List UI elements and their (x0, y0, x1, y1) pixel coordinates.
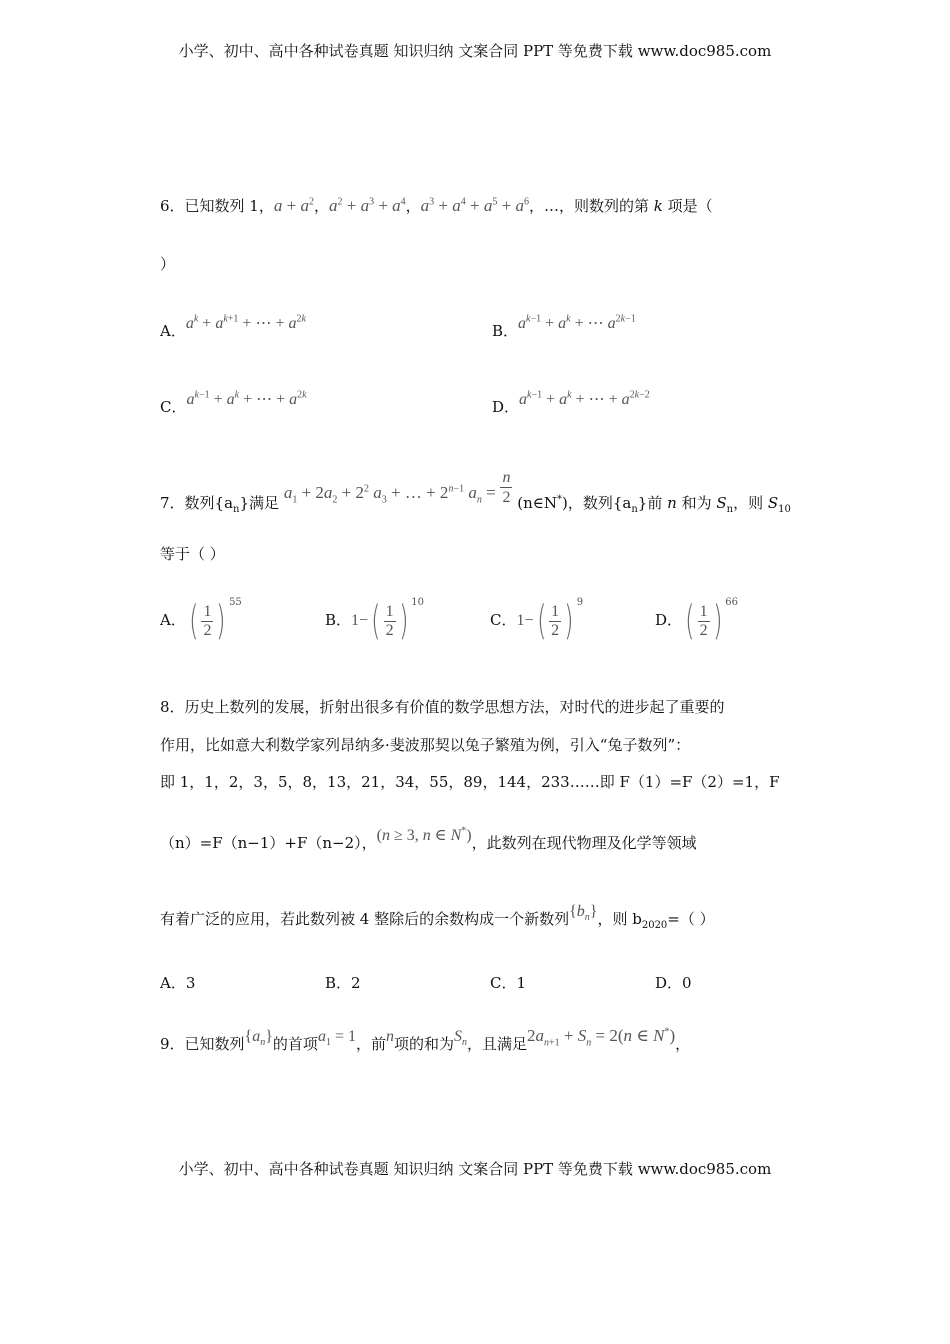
q8-option-c[interactable]: C．1 (490, 974, 527, 992)
q7-line2: 等于（ ） (160, 545, 225, 563)
q6-d-expr: $a^{k-1} + a^k$ + ⋯ + $a^{2k-2}$ (519, 389, 650, 408)
q8-line5c: =（ ） (667, 910, 715, 928)
q7-after5: ，则 (733, 493, 764, 512)
q6-prefix: 6．已知数列 1， (160, 197, 274, 215)
q6-term2: $a + a^2$ (273, 196, 314, 215)
q8-line4a: （n）=F（n−1）+F（n−2）， (160, 834, 377, 853)
q7-S10: S (767, 493, 779, 512)
q7-d-label: D． (655, 611, 683, 629)
page-header: 小学、初中、高中各种试卷真题 知识归纳 文案合同 PPT 等免费下载 www.doc985.com (178, 42, 772, 60)
q6-term3: $a^2 + a^3 + a^4$ (328, 196, 406, 215)
q8-line5 (160, 902, 715, 931)
q9-prefix: 9．已知数列 (160, 1035, 245, 1053)
q6-term4: $a^3 + a^4 + a^5 + a^6$ (420, 196, 529, 215)
q9-mid1: 的首项 (272, 1035, 318, 1053)
q7-a-frac: $\frac{1}{2}$ (203, 602, 212, 639)
q6-a-label: A． (160, 322, 186, 340)
q8-line5b: ，则 b (597, 910, 642, 928)
q7-b-label: B． (325, 611, 352, 629)
q9-a1: $a_1 = 1$ (317, 1028, 356, 1049)
q6-suffix: ，…，则数列的第 (528, 197, 649, 215)
q7-after3: }前 (637, 493, 663, 512)
q9-an: $\{a_n\}$ (244, 1028, 273, 1049)
q6-option-c[interactable] (160, 388, 307, 416)
q6-c-label: C． (160, 398, 187, 416)
q6-option-a[interactable] (160, 312, 306, 340)
q8-option-b[interactable]: B．2 (325, 974, 361, 992)
q6-b-label: B． (492, 322, 519, 340)
q6-option-d[interactable] (492, 388, 650, 416)
q9-mid4: ，且满足 (467, 1035, 528, 1053)
q7-S: S (716, 493, 727, 512)
q6-d-label: D． (492, 398, 520, 416)
q7-b-frac: $\frac{1}{2}$ (385, 602, 394, 639)
q8-line2: 作用，比如意大利数学家列昂纳多·斐波那契以兔子繁殖为例，引入“兔子数列”： (160, 736, 691, 754)
q8-line4 (160, 826, 697, 853)
q7-a-label: A． (160, 611, 186, 629)
q7-n: n (667, 493, 677, 512)
q6-close: ） (160, 255, 176, 273)
q7-prefix: 7．数列{a (160, 493, 234, 512)
q7-fraction: $\frac{n}{2}$ (502, 469, 511, 507)
q6-c-expr: $a^{k-1} + a^k$ + ⋯ + $a^{2k}$ (186, 389, 307, 408)
q7-after2: )，数列{a (561, 493, 632, 512)
q7-c-frac: $\frac{1}{2}$ (551, 602, 560, 639)
q8-option-d[interactable]: D．0 (655, 974, 692, 992)
q7-mid: }满足 (239, 493, 280, 512)
q8-option-a[interactable]: A．3 (160, 974, 196, 992)
question-9 (160, 1026, 691, 1053)
q9-mid2: ，前 (355, 1035, 386, 1053)
q9-end: ， (675, 1035, 691, 1053)
q8-bn: $\{b_n\}$ (569, 903, 598, 924)
q7-equation-lhs: $a_1 + 2a_2 + 2^2$ $a_3$ + … + $2^{n-1}$ $a_n$ = (283, 482, 496, 506)
q7-option-c[interactable]: C．1−( $\frac{1}{2}$ ) $^9$ (490, 597, 584, 644)
q6-k: k (653, 197, 663, 215)
q8-condition: (n ≥ 3, n ∈ N*) (376, 826, 472, 845)
q8-line3: 即 1，1，2，3，5，8，13，21，34，55，89，144，233……即 F（1）=F（2）=1，F (160, 773, 780, 791)
question-7: 7．数列$\{a_n\}$满足 $a_1 + 2a_2 + 2^2$ $a_3$ + … + $2^{n-1}$ $a_n$ = $\frac{n}{2}$ (n∈N*)，数列$\{a_n\}$前 n 和为 $S_n$，则 $S_{10}$ (160, 469, 791, 515)
q7-after4: 和为 (681, 493, 712, 512)
q6-suffix2: 项是（ (667, 197, 713, 215)
q7-c-label: C． (490, 611, 517, 629)
q7-d-frac: $\frac{1}{2}$ (699, 602, 708, 639)
question-6: 6．已知数列 1，$a + a^2$，$a^2 + a^3 + a^4$，$a^3 + a^4 + a^5 + a^6$，…，则数列的第 k 项是（ (160, 196, 713, 215)
q7-option-b[interactable]: B．1−( $\frac{1}{2}$ ) $^{10}$ (325, 597, 425, 644)
q6-a-expr: $a^k + a^{k+1}$ + ⋯ + $a^{2k}$ (185, 313, 306, 332)
q8-line1: 8．历史上数列的发展，折射出很多有价值的数学思想方法，对时代的进步起了重要的 (160, 698, 725, 716)
q7-after: (n∈N (517, 493, 557, 512)
q7-option-d[interactable]: D．( $\frac{1}{2}$ ) $^{66}$ (655, 597, 738, 644)
q9-mid3: 项的和为 (393, 1035, 454, 1053)
q9-equation: $2a_{n+1} + S_n = 2(n$ ∈ N*) (527, 1026, 676, 1049)
q8-line5sub: 2020 (641, 920, 668, 931)
page-footer: 小学、初中、高中各种试卷真题 知识归纳 文案合同 PPT 等免费下载 www.doc985.com (178, 1160, 772, 1178)
q8-line5a: 有着广泛的应用，若此数列被 4 整除后的余数构成一个新数列 (160, 910, 570, 928)
q6-b-expr: $a^{k-1} + a^k$ + ⋯ $a^{2k-1}$ (518, 313, 636, 332)
q6-option-b[interactable] (492, 312, 636, 340)
q8-line4b: ，此数列在现代物理及化学等领域 (471, 834, 697, 853)
q7-option-a[interactable]: A．( $\frac{1}{2}$ ) $^{55}$ (160, 597, 242, 644)
q9-Sn: $S_n$ (454, 1028, 467, 1049)
q9-n: n (385, 1028, 394, 1045)
q7-sub10: 10 (778, 503, 791, 515)
